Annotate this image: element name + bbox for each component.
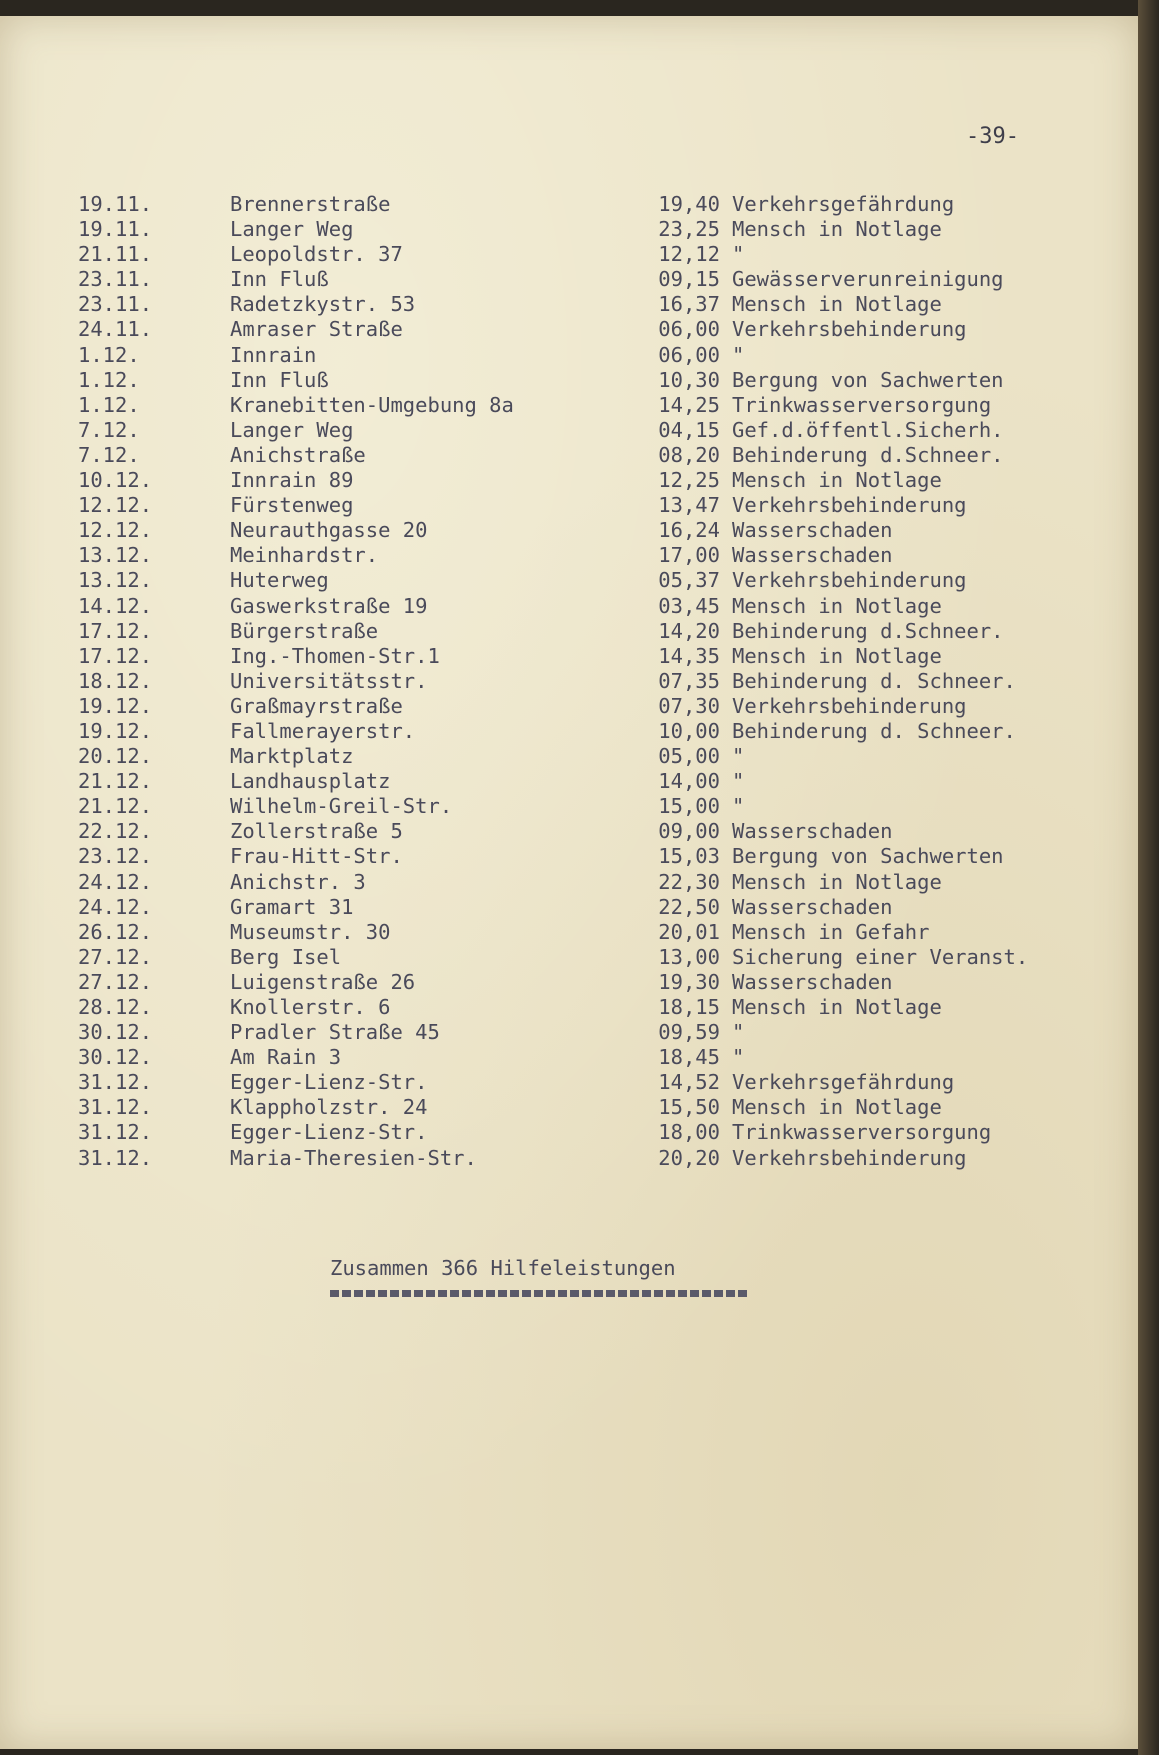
list-item [70,819,1110,844]
entry-time: 17,00 [658,543,720,568]
entry-description: Mensch in Notlage [732,995,942,1019]
entry-description: Mensch in Notlage [732,468,942,493]
list-item [70,518,1110,543]
entry-time: 06,00 [658,342,720,367]
entry-date: 10.12. [78,468,153,493]
entry-time: 09,59 [658,1020,720,1045]
entry-description: Wasserschaden [732,894,893,919]
list-item [70,719,1110,744]
entry-description: Mensch in Notlage [732,1095,942,1120]
entry-description: Bergung von Sachwerten [732,844,1004,869]
entry-description: Mensch in Notlage [732,593,942,618]
entry-location: Gramart 31 [230,894,354,919]
entry-description: " [732,794,745,819]
entry-date: 26.12. [78,919,153,944]
entry-date: 24.12. [78,869,153,894]
entry-date: 13.12. [78,568,153,593]
entry-location: Fürstenweg [230,493,354,518]
entry-description: Behinderung d. Schneer. [732,718,1016,743]
list-item [70,418,1110,443]
entry-time: 15,03 [658,844,720,869]
list-item [70,1120,1110,1145]
list-item [70,1095,1110,1120]
entry-date: 23.11. [78,267,153,292]
list-item [70,343,1110,368]
entry-description: Mensch in Notlage [732,217,942,242]
entry-date: 30.12. [78,1020,153,1045]
entry-date: 12.12. [78,518,153,543]
entry-date: 19.11. [78,217,153,242]
entry-time: 14,35 [658,643,720,668]
entry-location: Frau-Hitt-Str. [230,844,403,869]
incident-list [70,192,1110,1171]
list-item [70,242,1110,267]
entry-time: 16,24 [658,518,720,543]
list-item [70,267,1110,292]
entry-time: 20,01 [658,919,720,944]
list-item [70,594,1110,619]
entry-location: Egger-Lienz-Str. [230,1120,428,1145]
entry-description: Verkehrsbehinderung [732,493,967,518]
document-page [0,16,1138,1749]
list-item [70,217,1110,242]
entry-description: Verkehrsbehinderung [732,317,967,342]
entry-location: Kranebitten-Umgebung 8a [230,392,514,417]
entry-location: Leopoldstr. 37 [230,242,403,267]
entry-date: 27.12. [78,969,153,994]
entry-date: 28.12. [78,995,153,1019]
entry-date: 14.12. [78,593,153,618]
entry-location: Marktplatz [230,744,354,769]
entry-date: 1.12. [78,392,140,417]
list-item [70,1020,1110,1045]
entry-location: Wilhelm-Greil-Str. [230,794,453,819]
scan-edge [1138,0,1159,1755]
entry-date: 27.12. [78,944,153,969]
entry-time: 18,15 [658,995,720,1019]
entry-date: 12.12. [78,493,153,518]
entry-description: Wasserschaden [732,543,893,568]
entry-time: 10,30 [658,367,720,392]
list-item [70,292,1110,317]
entry-description: " [732,242,745,267]
entry-description: " [732,769,745,794]
entry-time: 18,45 [658,1045,720,1070]
entry-location: Radetzkystr. 53 [230,292,416,317]
entry-date: 22.12. [78,819,153,844]
entry-date: 24.12. [78,894,153,919]
entry-time: 13,47 [658,493,720,518]
list-item [70,317,1110,342]
list-item [70,970,1110,995]
entry-location: Gaswerkstraße 19 [230,593,428,618]
entry-location: Inn Fluß [230,267,329,292]
entry-location: Inn Fluß [230,367,329,392]
list-item [70,794,1110,819]
entry-description: Mensch in Gefahr [732,919,930,944]
entry-date: 31.12. [78,1095,153,1120]
entry-description: " [732,342,745,367]
entry-description: Verkehrsbehinderung [732,693,967,718]
entry-date: 7.12. [78,442,140,467]
entry-date: 13.12. [78,543,153,568]
list-item [70,393,1110,418]
entry-time: 09,00 [658,819,720,844]
entry-date: 17.12. [78,643,153,668]
entry-date: 31.12. [78,1120,153,1145]
entry-description: Behinderung d.Schneer. [732,618,1004,643]
entry-time: 23,25 [658,217,720,242]
entry-location: Graßmayrstraße [230,693,403,718]
entry-date: 19.12. [78,718,153,743]
entry-description: Verkehrsbehinderung [732,568,967,593]
list-item [70,694,1110,719]
entry-time: 09,15 [658,267,720,292]
entry-description: Trinkwasserversorgung [732,392,992,417]
entry-description: " [732,744,745,769]
entry-location: Langer Weg [230,417,354,442]
entry-location: Anichstraße [230,442,366,467]
entry-location: Universitätsstr. [230,668,428,693]
entry-description: Verkehrsbehinderung [732,1145,967,1170]
entry-time: 13,00 [658,944,720,969]
list-item [70,920,1110,945]
entry-location: Ing.-Thomen-Str.1 [230,643,440,668]
entry-description: Trinkwasserversorgung [732,1120,992,1145]
list-item [70,468,1110,493]
entry-date: 19.12. [78,693,153,718]
entry-date: 31.12. [78,1145,153,1170]
entry-date: 23.12. [78,844,153,869]
list-item [70,192,1110,217]
list-item [70,744,1110,769]
list-item [70,870,1110,895]
entry-description: Mensch in Notlage [732,869,942,894]
entry-date: 1.12. [78,342,140,367]
list-item [70,543,1110,568]
entry-description: Mensch in Notlage [732,292,942,317]
entry-time: 14,52 [658,1070,720,1095]
list-item [70,1045,1110,1070]
entry-date: 17.12. [78,618,153,643]
entry-location: Luigenstraße 26 [230,969,416,994]
entry-location: Maria-Theresien-Str. [230,1145,477,1170]
entry-description: Behinderung d.Schneer. [732,442,1004,467]
entry-description: Gef.d.öffentl.Sicherh. [732,417,1004,442]
entry-location: Langer Weg [230,217,354,242]
entry-description: Mensch in Notlage [732,643,942,668]
entry-date: 1.12. [78,367,140,392]
list-item [70,945,1110,970]
list-item [70,844,1110,869]
entry-location: Knollerstr. 6 [230,995,391,1019]
entry-location: Klappholzstr. 24 [230,1095,428,1120]
list-item [70,644,1110,669]
entry-time: 04,15 [658,417,720,442]
entry-time: 14,00 [658,769,720,794]
entry-location: Anichstr. 3 [230,869,366,894]
entry-location: Amraser Straße [230,317,403,342]
list-item [70,995,1110,1020]
list-item [70,1146,1110,1171]
entry-time: 10,00 [658,718,720,743]
entry-date: 19.11. [78,192,153,216]
entry-description: " [732,1020,745,1045]
entry-date: 21.12. [78,769,153,794]
entry-date: 21.11. [78,242,153,267]
entry-location: Landhausplatz [230,769,391,794]
entry-time: 22,50 [658,894,720,919]
entry-time: 07,30 [658,693,720,718]
entry-time: 22,30 [658,869,720,894]
entry-location: Bürgerstraße [230,618,379,643]
summary-total: Zusammen 366 Hilfeleistungen [330,1256,676,1280]
entry-location: Museumstr. 30 [230,919,391,944]
entry-location: Neurauthgasse 20 [230,518,428,543]
entry-time: 12,12 [658,242,720,267]
entry-location: Egger-Lienz-Str. [230,1070,428,1095]
entry-description: " [732,1045,745,1070]
list-item [70,1070,1110,1095]
summary-underline [330,1290,750,1297]
list-item [70,669,1110,694]
entry-date: 18.12. [78,668,153,693]
entry-location: Pradler Straße 45 [230,1020,440,1045]
entry-description: Bergung von Sachwerten [732,367,1004,392]
entry-location: Brennerstraße [230,192,391,216]
entry-date: 20.12. [78,744,153,769]
entry-time: 19,30 [658,969,720,994]
entry-location: Zollerstraße 5 [230,819,403,844]
entry-location: Fallmerayerstr. [230,718,416,743]
entry-location: Innrain 89 [230,468,354,493]
entry-description: Wasserschaden [732,969,893,994]
entry-description: Wasserschaden [732,819,893,844]
entry-date: 21.12. [78,794,153,819]
list-item [70,368,1110,393]
entry-time: 20,20 [658,1145,720,1170]
entry-location: Innrain [230,342,317,367]
entry-description: Verkehrsgefährdung [732,1070,955,1095]
entry-location: Huterweg [230,568,329,593]
list-item [70,568,1110,593]
entry-time: 14,25 [658,392,720,417]
entry-time: 05,37 [658,568,720,593]
entry-description: Gewässerverunreinigung [732,267,1004,292]
entry-description: Sicherung einer Veranst. [732,944,1029,969]
list-item [70,493,1110,518]
entry-time: 12,25 [658,468,720,493]
entry-time: 19,40 [658,192,720,216]
entry-time: 15,50 [658,1095,720,1120]
entry-description: Verkehrsgefährdung [732,192,955,216]
entry-date: 23.11. [78,292,153,317]
entry-date: 30.12. [78,1045,153,1070]
entry-date: 7.12. [78,417,140,442]
entry-time: 06,00 [658,317,720,342]
page-number: -39- [966,124,1019,149]
entry-description: Behinderung d. Schneer. [732,668,1016,693]
entry-time: 03,45 [658,593,720,618]
entry-location: Meinhardstr. [230,543,379,568]
list-item [70,769,1110,794]
entry-time: 07,35 [658,668,720,693]
entry-description: Wasserschaden [732,518,893,543]
entry-time: 05,00 [658,744,720,769]
entry-time: 15,00 [658,794,720,819]
entry-date: 31.12. [78,1070,153,1095]
entry-time: 18,00 [658,1120,720,1145]
entry-time: 14,20 [658,618,720,643]
entry-location: Am Rain 3 [230,1045,342,1070]
list-item [70,895,1110,920]
entry-time: 16,37 [658,292,720,317]
entry-date: 24.11. [78,317,153,342]
entry-location: Berg Isel [230,944,342,969]
entry-time: 08,20 [658,442,720,467]
list-item [70,443,1110,468]
list-item [70,619,1110,644]
